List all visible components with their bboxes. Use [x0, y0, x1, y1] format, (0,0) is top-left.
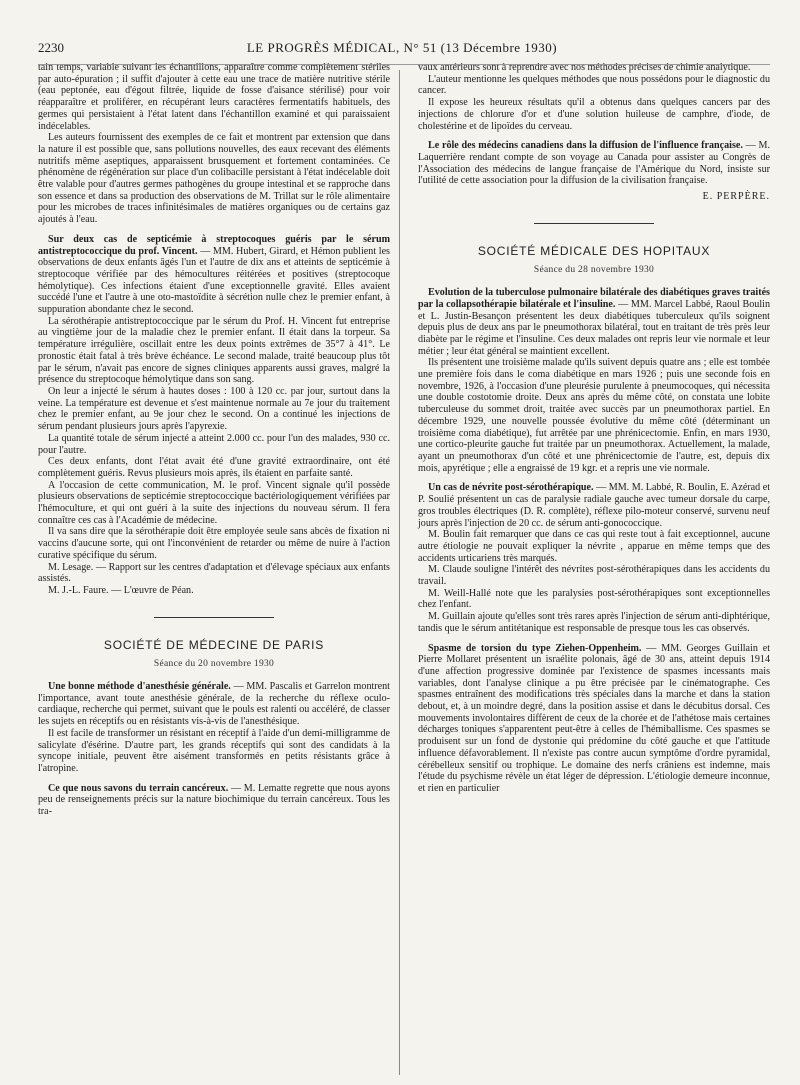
report-title: Le rôle des médecins canadiens dans la diffusion de l'influence française.: [428, 140, 743, 152]
report-title: Une bonne méthode d'anesthésie générale.: [48, 681, 231, 693]
page-header: [38, 40, 770, 56]
report-title: Evolution de la tuberculose pulmonaire bilatérale des diabétiques graves traités par la collapsothérapie bilatérale et l'insuline.: [418, 287, 770, 310]
paragraph: [418, 482, 770, 529]
paragraph: M. Guillain ajoute qu'elles sont très rares après l'injection de sérum anti-diphtérique, tandis que le sérum antitétanique est responsable de presque tous les cas observés.: [418, 611, 770, 634]
two-column-body: [38, 62, 770, 818]
session-date: Séance du 28 novembre 1930: [533, 265, 655, 276]
column-rule: [399, 70, 400, 1075]
paragraph: [38, 783, 390, 818]
section-title: SOCIÉTÉ DE MÉDECINE DE PARIS: [103, 637, 325, 652]
paragraph: Il est facile de transformer un résistant en réceptif à l'aide d'un demi-milligramme de salicylate d'ésérine. D'autre part, les grands réceptifs qui sont des candidats à la syncope initiale, peuvent être aisément transformés en petits résistants grâce à l'atropine.: [38, 727, 390, 774]
paragraph: tain temps, variable suivant les échantillons, apparaître comme complètement stériles par auto-épuration ; il suffit d'ajouter à cette eau une trace de matière nutritive stérile (eau peptonée, eau d'égout filtrée, liquide de fosse d'aisance stérilisé) pour voir réapparaître et proliférer, en récupérant leurs caractères fermentatifs habituels, des germes qui persistaient à l'état latent dans l'échantillon examiné et qui paraissaient indécelables.: [38, 62, 390, 132]
section-divider: [154, 617, 274, 618]
paragraph: Il va sans dire que la sérothérapie doit être employée seule sans abcès de fixation ni vaccins d'aucune sorte, qui ont l'inconvénient de retarder ou même de nuire à l'action curative spécifique du sérum.: [38, 526, 390, 561]
report-text: — MM. Georges Guillain et Pierre Mollaret présentent un israélite polonais, âgé de 30 ans, atteint depuis 1914 d'une affection progressive dominée par l'existence de spasmes incessants mais variables, dont l'analyse clinique a pu être précisée par le cinématographe. Ces spasmes entraînent des modifications très spéciales dans la marche et dans la station debout, et, à un moindre degré, dans la position assise et dans le décubitus dorsal. Ces mouvements involontaires diffèrent de ceux de la chorée et de l'athétose mais certaines décharges toniques s'apparentent peut-être à celles de l'hémiballisme. Ces spasmes se produisent sur un fond de dystonie qui prédomine du côté gauche et que l'attitude influence défavorablement. Il n'existe pas contre aucun symptôme d'ordre pyramidal, cérébelleux sensitif ou trophique. Le domaine des nerfs crâniens est indemne, mais l'étude du psychisme révèle un état léger de dépression. L'étiologie demeure inconnue, et rien en particulier: [418, 642, 771, 794]
report-text: — M. Laquerrière rendant compte de son voyage au Canada pour assister au Congrès de l'Association des médecins de langue française de l'Amérique du Nord, insiste sur l'utilité de cette association pour la diffusion de la civilisation française.: [418, 140, 770, 187]
report-title: Sur deux cas de septicémie à streptocoques guéris par le sérum antistreptococcique du prof. Vincent.: [38, 233, 390, 257]
left-column: [38, 62, 390, 818]
paragraph: A l'occasion de cette communication, M. le prof. Vincent signale qu'il possède plusieurs observations de septicémie streptococcique bactériologiquement vérifiées par l'hémoculture, et qui ont guéri à la suite des injections du nouveau sérum. Il fera connaître ces cas à l'Académie de médecine.: [38, 479, 390, 526]
paragraph: M. Claude souligne l'intérêt des névrites post-sérothérapiques dans les accidents du travail.: [418, 564, 770, 588]
paragraph: [418, 287, 770, 357]
paragraph: [38, 681, 390, 728]
report-title: Spasme de torsion du type Ziehen-Oppenheim.: [428, 642, 642, 654]
author-signature: E. PERPÈRE.: [702, 191, 770, 203]
report-text: — MM. M. Labbé, R. Boulin, E. Azérad et P. Soulié présentent un cas de paralysie radiale gauche avec tumeur dorsale du carpe, gros troubles électriques (D. R. complète), réflexe pilo-moteur conservé, survenu neuf jours après l'injection de 20 cc. de sérum anti-gonococcique.: [418, 482, 771, 529]
paragraph: M. Boulin fait remarquer que dans ce cas qui reste tout à fait exceptionnel, aucune autre étiologie ne pouvait expliquer la névrite , apparue en même temps que des accidents urticariens très marqués.: [418, 529, 770, 564]
report-text: — MM. Pascalis et Garrelon montrent l'importance, avant toute anesthésie générale, de la recherche du réflexe oculo-cardiaque, recherche qui permet, suivant que le pouls est ralenti ou accéléré, de classer les sujets en réceptifs ou en résistants vis-à-vis de l'anesthésique.: [38, 681, 390, 728]
paragraph: La quantité totale de sérum injecté a atteint 2.000 cc. pour l'un des malades, 930 cc. pour l'autre.: [38, 432, 390, 456]
paragraph: vaux antérieurs sont à reprendre avec nos méthodes précises de chimie analytique.: [418, 62, 751, 73]
journal-title: LE PROGRÈS MÉDICAL, N° 51 (13 Décembre 1930): [246, 40, 558, 55]
session-date: Séance du 20 novembre 1930: [153, 659, 275, 670]
report-title: Ce que nous savons du terrain cancéreux.: [48, 782, 229, 794]
paragraph: Il expose les heureux résultats qu'il a obtenus dans quelques cancers par des injections de chlorure d'or et d'une solution huileuse de camphre, d'iode, de cholestérine et de lipoïdes du cerveau.: [418, 97, 770, 132]
spacer: [38, 775, 390, 783]
header-rule: [38, 64, 770, 65]
report-title: Un cas de névrite post-sérothérapique.: [428, 482, 594, 494]
spacer: [38, 226, 390, 234]
paragraph: [418, 643, 770, 795]
spacer: [418, 474, 770, 482]
section-title: SOCIÉTÉ MÉDICALE DES HOPITAUX: [477, 243, 711, 258]
spacer: [418, 132, 770, 140]
paragraph: Ils présentent une troisième malade qu'ils suivent depuis quatre ans ; elle est tombée une première fois dans le coma diabétique en mars 1926 ; puis une seconde fois en novembre, 1926, à l'occasion d'une pleurésie purulente à pneumocoques, qui nécessita une double costotomie droite. Deux ans après du même côté, on constata une lobite tuberculeuse du sommet droit, traitée avec succès par un pneumothorax partiel. En décembre 1929, une nouvelle poussée évolutive du même côté (déterminant un troisième coma diabétique), fut arrêtée par une phrénicectomie. Enfin, en mars 1930, une cortico-pleurite gauche fut traitée par un pneumothorax. Actuellement, la malade, ayant un pneumothorax d'un côté et une phrénicectomie de l'autre, est, depuis dix mois, apyrétique ; elle a engraissé de 19 kgr. et a repris une vie normale.: [418, 357, 770, 474]
paragraph: On leur a injecté le sérum à hautes doses : 100 à 120 cc. par jour, surtout dans la veine. La température est devenue et s'est maintenue normale au 7e jour du traitement chez le premier enfant, au 9e jour chez le second. On a continué les injections de sérum pendant plusieurs jours après l'apyrexie.: [38, 385, 390, 433]
paragraph: M. J.-L. Faure. — L'œuvre de Péan.: [48, 584, 194, 596]
paragraph: Ces deux enfants, dont l'état avait été d'une gravité extraordinaire, ont été complètement guéris. Revus plusieurs mois après, ils étaient en parfaite santé.: [38, 456, 390, 479]
report-text: — MM. Marcel Labbé, Raoul Boulin et L. Justin-Besançon présentent les deux diabétiques tuberculeux qu'ils soignent depuis plus de deux ans par le pneumothorax bilatéral, tout en traitant de très près leur diabète par le régime et l'insuline. Ces deux malades ont repris leur vie normale et leur métier ; leur état général se maintient excellent.: [418, 298, 770, 357]
report-text: — M. Lematte regrette que nous ayons peu de renseignements précis sur la nature biochimique du terrain cancéreux. Tous les tra-: [38, 782, 390, 818]
report-text: — MM. Hubert, Girard, et Hémon publient les observations de deux enfants âgés l'un et l'autre de dix ans et atteints de septicémie à streptocoque vérifiée par des hémocultures réitérées et positives (streptocoque hémolytique). Ces infections étaient d'une exceptionnelle gravité. Elles avaient succédé l'une et l'autre à une oto-mastoïdite à sécrétion nulle chez le premier enfant, à suppuration abondante chez le second.: [38, 245, 390, 316]
paragraph: [38, 234, 390, 316]
paragraph: La sérothérapie antistreptococcique par le sérum du Prof. H. Vincent fut entreprise au vingtième jour de la maladie chez le premier enfant. Il était dans la torpeur. Sa température irrégulière, oscillait entre les deux points extrêmes de 35°7 à 41°. Le pronostic était fatal à très brève échéance. Le second malade, traité beaucoup plus tôt par le sérum, n'avait pas encore de signes cliniques apparents aussi graves, malgré la présence du streptocoque hémolytique dans son sang.: [38, 315, 390, 386]
paragraph: M. Weill-Hallé note que les paralysies post-sérothérapiques sont exceptionnelles chez l'enfant.: [418, 587, 770, 611]
spacer: [418, 635, 770, 643]
paragraph: L'auteur mentionne les quelques méthodes que nous possédons pour le diagnostic du cancer.: [418, 73, 770, 97]
paragraph: [418, 140, 770, 187]
page-number: 2230: [38, 40, 64, 55]
section-divider: [534, 223, 654, 224]
paragraph: M. Lesage. — Rapport sur les centres d'adaptation et d'élevage spéciaux aux enfants assistés.: [38, 561, 390, 585]
right-column: [418, 62, 770, 818]
paragraph: Les auteurs fournissent des exemples de ce fait et montrent par extension que dans la nature il est possible que, sans pollutions nouvelles, des eaux recevant des éléments nutritifs même aseptiques, apparaissent brusquement et fortement contaminées. Ce phénomène de régénération sur place d'un colibacille persistant à l'état indécelable doit être valable pour d'autres germes pathogènes du groupe intestinal et se rapproche dans son essence et dans sa production des observations de M. Trillat sur le rôle alimentaire pour les microbes de traces infinitésimales de matières organiques ou de certains gaz ajoutés à l'eau.: [38, 132, 390, 226]
